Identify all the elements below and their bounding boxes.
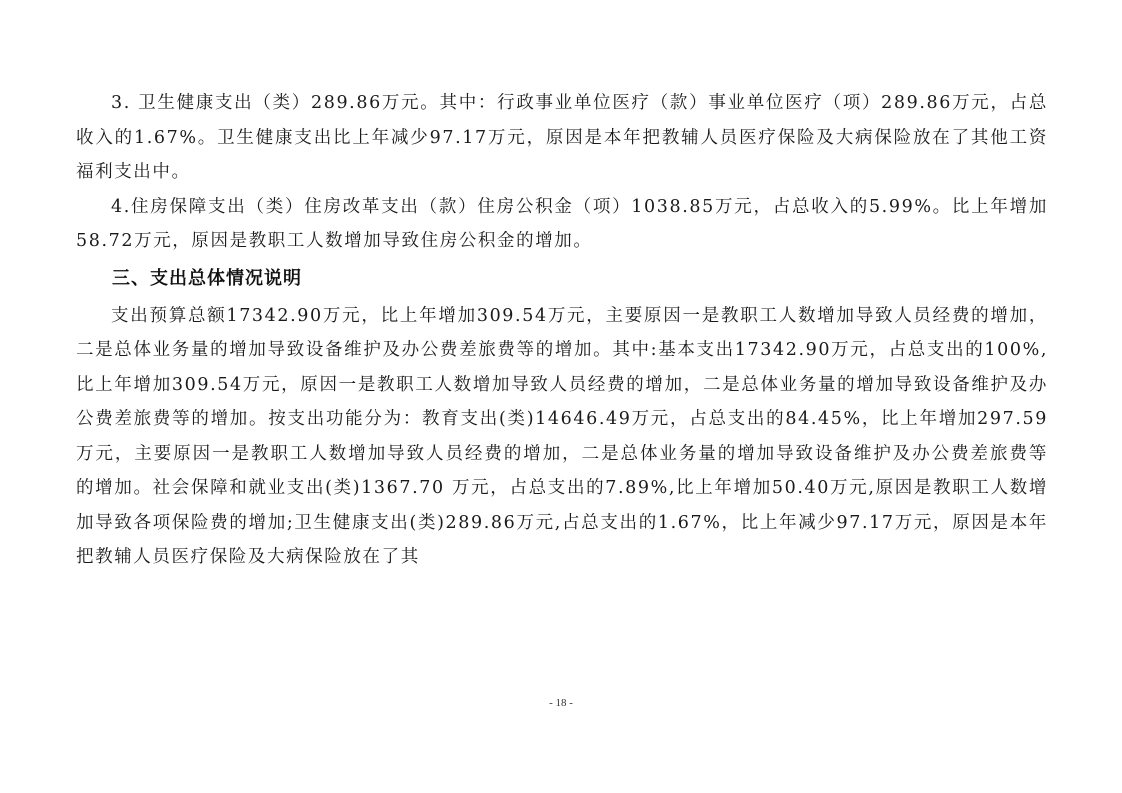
section-heading: 三、支出总体情况说明 [112, 267, 302, 289]
document-body [76, 86, 1048, 575]
paragraph-housing-expenditure: 4.住房保障支出（类）住房改革支出（款）住房公积金（项）1038.85万元，占总收入的5.99%。比上年增加58.72万元，原因是教职工人数增加导致住房公积金的增加。 [76, 196, 1048, 251]
page-number: - 18 - [549, 697, 573, 709]
paragraph-health-expenditure: 3. 卫生健康支出（类）289.86万元。其中：行政事业单位医疗（款）事业单位医疗（项）289.86万元，占总收入的1.67%。卫生健康支出比上年减少97.17万元，原因是本年把教辅人员医疗保险及大病保险放在了其他工资福利支出中。 [76, 93, 1048, 182]
paragraph-expenditure-overview: 支出预算总额17342.90万元，比上年增加309.54万元，主要原因一是教职工人数增加导致人员经费的增加，二是总体业务量的增加导致设备维护及办公费差旅费等的增加。其中:基本支出17342.90万元，占总支出的100%,比上年增加309.54万元，原因一是教职工人数增加导致人员经费的增加，二是总体业务量的增加导致设备维护及办公费差旅费等的增加。按支出功能分为：教育支出(类)14646.49万元，占总支出的84.45%，比上年增加297.59万元，主要原因一是教职工人数增加导致人员经费的增加，二是总体业务量的增加导致设备维护及办公费差旅费等的增加。社会保障和就业支出(类)1367.70 万元，占总支出的7.89%,比上年增加50.40万元,原因是教职工人数增加导致各项保险费的增加;卫生健康支出(类)289.86万元,占总支出的1.67%，比上年减少97.17万元，原因是本年把教辅人员医疗保险及大病保险放在了其 [76, 305, 1048, 567]
